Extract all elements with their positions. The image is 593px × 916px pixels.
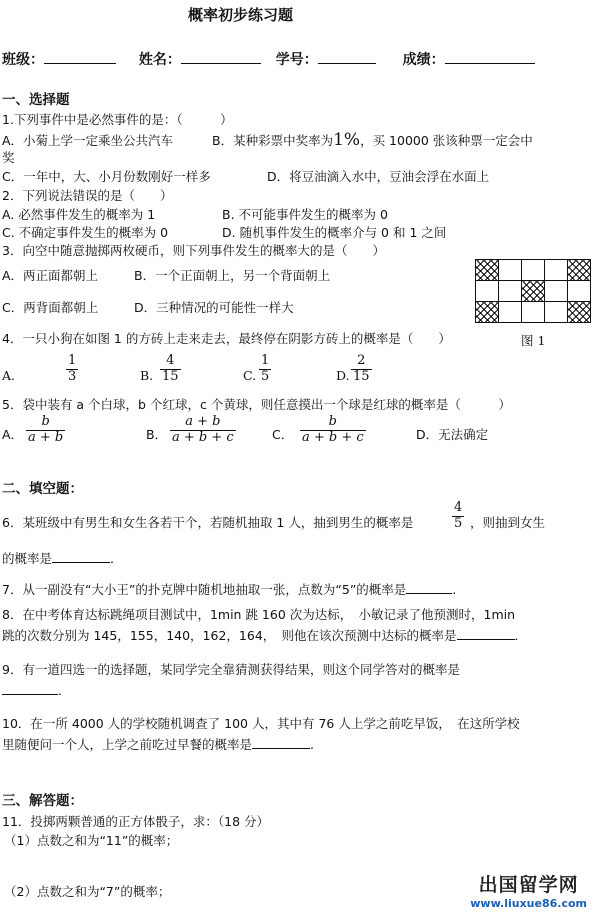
q8-answer-blank[interactable]	[457, 639, 515, 640]
q4-option-d-denominator: 15	[353, 368, 370, 384]
q4-option-a-fraction	[66, 354, 78, 385]
plain-tile	[499, 302, 522, 323]
q11-stem: 11．投掷两颗普通的正方体骰子，求：（18 分）	[2, 814, 270, 829]
section-2-title: 二、填空题：	[2, 481, 83, 497]
q4-option-d-fraction	[351, 354, 372, 385]
page-title: 概率初步练习题	[188, 6, 294, 24]
score-field[interactable]	[445, 63, 535, 64]
q5-option-b-denominator: a + b + c	[172, 429, 234, 445]
q1-option-d: D．将豆油滴入水中，豆油会浮在水面上	[267, 169, 490, 184]
q3-option-c: C．两背面都朝上	[2, 300, 99, 315]
q1-stem: 1.下列事件中是必然事件的是：（ ）	[2, 112, 233, 127]
q4-option-c-letter: C.	[243, 368, 257, 383]
plain-tile	[545, 302, 568, 323]
student-id-field[interactable]	[318, 63, 376, 64]
q5-option-b-fraction	[170, 415, 236, 446]
q8-line2: 跳的次数分别为 145，155，140，162，164， 则他在该次预测中达标的概率是 .	[2, 628, 519, 643]
name-label: 姓名：	[138, 52, 181, 68]
q4-option-a-numerator: 1	[68, 353, 77, 368]
q4-option-a-denominator: 3	[68, 368, 77, 384]
q5-option-c-fraction	[300, 415, 366, 446]
plain-tile	[499, 260, 522, 281]
q2-option-c: C. 不确定事件发生的概率为 0	[2, 225, 169, 240]
q8-line1: 8．在中考体育达标跳绳项目测试中，1min 跳 160 次为达标， 小敏记录了他预测时，1min	[2, 607, 516, 622]
q3-stem: 3．向空中随意抛掷两枚硬币，则下列事件发生的概率大的是（ ）	[2, 243, 385, 258]
figure-1-tile-grid	[475, 259, 591, 323]
q6-text-end: ，则抽到女生	[470, 515, 546, 530]
q7-answer-blank[interactable]	[406, 593, 452, 594]
class-field[interactable]	[44, 63, 116, 64]
q4-option-d-numerator: 2	[357, 353, 366, 368]
q4-option-d-letter: D.	[336, 368, 350, 383]
q10-line2: 里随便问一个人，上学之前吃过早餐的概率是 .	[2, 737, 314, 752]
q9-line1: 9．有一道四选一的选择题，某同学完全靠猜测获得结果，则这个同学答对的概率是	[2, 662, 460, 677]
plain-tile	[499, 281, 522, 302]
q5-option-c-denominator: a + b + c	[302, 429, 364, 445]
q2-option-d: D. 随机事件发生的概率介与 0 和 1 之间	[222, 225, 447, 240]
q4-option-b-numerator: 4	[166, 353, 175, 368]
q4-option-c-numerator: 1	[261, 353, 270, 368]
q6-line2: 的概率是 .	[2, 551, 114, 566]
q4-option-b-fraction	[160, 354, 181, 385]
q5-stem: 5．袋中装有 a 个白球，b 个红球，c 个黄球，则任意摸出一个球是红球的概率是（ ）	[2, 397, 511, 412]
class-label: 班级：	[2, 52, 44, 68]
q6-denominator: 5	[454, 515, 463, 531]
q10-line2-text: 里随便问一个人，上学之前吃过早餐的概率是	[2, 737, 253, 752]
plain-tile	[522, 302, 545, 323]
q2-option-b: B. 不可能事件发生的概率为 0	[222, 207, 388, 222]
q6-line2-text: 的概率是	[2, 551, 53, 566]
q10-line1: 10．在一所 4000 人的学校随机调查了 100 人，其中有 76 人上学之前吃早饭， 在这所学校	[2, 716, 520, 731]
q1-option-b-percent: 1%	[333, 130, 361, 150]
q4-option-c-denominator: 5	[261, 368, 270, 384]
q6-text: 6．某班级中有男生和女生各若干个，若随机抽取 1 人，抽到男生的概率是	[2, 515, 414, 530]
watermark-text: 出国留学网	[478, 874, 579, 896]
plain-tile	[476, 281, 499, 302]
q3-option-b: B．一个正面朝上，另一个背面朝上	[134, 268, 331, 283]
shaded-tile	[476, 260, 499, 281]
q5-option-b-letter: B．	[146, 427, 168, 442]
score-label: 成绩：	[402, 52, 445, 68]
q7-line: 7．从一副没有“大小王”的扑克牌中随机地抽取一张，点数为“5”的概率是 .	[2, 582, 457, 597]
shaded-tile	[522, 281, 545, 302]
q1-option-b	[212, 130, 533, 150]
shaded-tile	[476, 302, 499, 323]
q5-option-c-letter: C．	[272, 427, 294, 442]
plain-tile	[545, 260, 568, 281]
section-1-title: 一、选择题	[2, 92, 70, 108]
plain-tile	[545, 281, 568, 302]
figure-1-label: 图 1	[521, 333, 546, 348]
q1-option-a: A．小菊上学一定乘坐公共汽车	[2, 133, 174, 148]
q1-option-b-wrap: 奖	[2, 150, 15, 165]
q4-stem: 4．一只小狗在如图 1 的方砖上走来走去，最终停在阴影方砖上的概率是（ ）	[2, 331, 451, 346]
q4-option-b-letter: B.	[140, 368, 154, 383]
shaded-tile	[568, 260, 591, 281]
q1-option-b-text: B．某种彩票中奖率为	[212, 133, 334, 148]
q6-numerator: 4	[454, 500, 463, 515]
header-info	[2, 52, 535, 69]
q4-option-c-fraction	[259, 354, 271, 385]
q9-line2: .	[2, 683, 62, 698]
q10-answer-blank[interactable]	[252, 748, 310, 749]
plain-tile	[522, 260, 545, 281]
q4-option-b-denominator: 15	[162, 368, 179, 384]
section-3-title: 三、解答题：	[2, 793, 83, 809]
student-id-label: 学号：	[275, 52, 318, 68]
q5-option-c-numerator: b	[328, 414, 337, 429]
q11-part-1: （1）点数之和为“11”的概率；	[4, 833, 179, 848]
watermark-url: www.liuxue86.com	[470, 897, 587, 910]
q1-option-c: C．一年中，大、小月份数刚好一样多	[2, 169, 211, 184]
shaded-tile	[568, 302, 591, 323]
q5-option-d: D．无法确定	[416, 427, 489, 442]
q5-option-a-letter: A．	[2, 427, 24, 442]
q5-option-a-fraction	[26, 415, 65, 446]
q11-part-2: （2）点数之和为“7”的概率；	[4, 884, 171, 899]
q3-option-a: A．两正面都朝上	[2, 268, 99, 283]
name-field[interactable]	[181, 63, 261, 64]
q2-stem: 2．下列说法错误的是（ ）	[2, 188, 173, 203]
q5-option-a-numerator: b	[41, 414, 50, 429]
site-watermark	[470, 870, 587, 910]
q5-option-a-denominator: a + b	[28, 429, 64, 445]
q6-fraction	[452, 501, 464, 532]
q5-option-b-numerator: a + b	[185, 414, 221, 429]
q3-option-d: D．三种情况的可能性一样大	[134, 300, 294, 315]
q1-option-b-text-end: ，买 10000 张该种票一定会中	[360, 133, 533, 148]
q9-answer-blank[interactable]	[2, 694, 58, 695]
q7-text: 7．从一副没有“大小王”的扑克牌中随机地抽取一张，点数为“5”的概率是	[2, 582, 407, 597]
plain-tile	[568, 281, 591, 302]
q2-option-a: A. 必然事件发生的概率为 1	[2, 207, 156, 222]
q8-line2-text: 跳的次数分别为 145，155，140，162，164， 则他在该次预测中达标的概率是	[2, 628, 457, 643]
q4-option-a-letter: A.	[2, 368, 16, 383]
q6-answer-blank[interactable]	[52, 562, 110, 563]
